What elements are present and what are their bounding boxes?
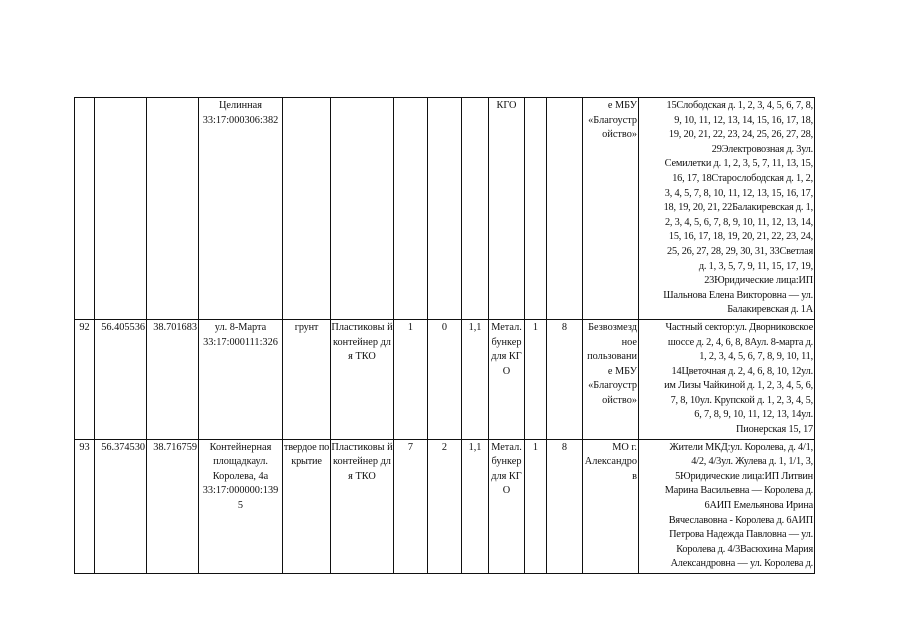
waste-sources-line: Петрова Надежда Павловна — ул. — [669, 529, 813, 541]
waste-sources-line: шоссе д. 2, 4, 6, 8, 8Аул. 8-марта д. — [667, 336, 813, 348]
container-volume-cell: 1,1 — [462, 439, 489, 573]
address-cell — [199, 439, 283, 573]
owner-cell — [583, 439, 639, 573]
waste-sources-line: Шальнова Елена Викторовна — ул. — [663, 289, 813, 301]
latitude-cell — [95, 98, 147, 320]
waste-sources-line: 25, 26, 27, 28, 29, 30, 31, 33Светлая — [667, 245, 813, 257]
container-type-cell — [331, 98, 394, 320]
waste-sources-line: 3, 4, 5, 7, 8, 10, 11, 12, 13, 15, 16, 17, — [664, 187, 813, 199]
bunker-count-cell: 1 — [525, 319, 547, 439]
table-body — [75, 98, 815, 574]
address-line: 33:17:000000:139 — [202, 485, 279, 497]
owner-line: е МБУ — [607, 100, 637, 111]
bunker-volume-cell: 8 — [547, 319, 583, 439]
address-line: 33:17:000306:382 — [202, 114, 279, 126]
table-row — [75, 98, 815, 320]
address-line: Контейнерная — [209, 441, 272, 453]
bunker-volume-cell — [547, 98, 583, 320]
waste-sources-line: 9, 10, 11, 12, 13, 14, 15, 16, 17, 18, — [674, 114, 813, 126]
row-number-cell: 92 — [75, 319, 95, 439]
waste-sources-line: Королева д. 4/3Васюхина Мария — [676, 543, 813, 555]
waste-sources-line: 15, 16, 17, 18, 19, 20, 21, 22, 23, 24, — [668, 231, 813, 243]
waste-sources-line: Александровна — ул. Королева д. — [670, 558, 813, 570]
latitude-cell: 56.405536 — [95, 319, 147, 439]
waste-sources-line: 6АИП Емельянова Ирина — [704, 500, 813, 512]
surface-cell: грунт — [283, 319, 331, 439]
surface-cell — [283, 98, 331, 320]
waste-sources-line: Жители МКД:ул. Королева, д. 4/1, — [669, 441, 813, 453]
planned-count-cell: 0 — [428, 319, 462, 439]
container-count-cell: 7 — [394, 439, 428, 573]
waste-sources-cell — [639, 319, 815, 439]
owner-line: «Благоустр — [588, 114, 637, 126]
waste-sources-line: 16, 17, 18Старослободская д. 1, 2, — [672, 172, 813, 184]
container-type-cell: Пластиковы йконтейнер для ТКО — [331, 439, 394, 573]
waste-sites-table — [74, 97, 815, 574]
planned-count-cell: 2 — [428, 439, 462, 573]
owner-line: е МБУ — [607, 365, 637, 377]
waste-sources-line: 14Цветочная д. 2, 4, 6, 8, 10, 12ул. — [671, 365, 813, 377]
longitude-cell: 38.716759 — [147, 439, 199, 573]
waste-sources-line: Семилетки д. 1, 2, 3, 5, 7, 11, 13, 15, — [664, 158, 813, 170]
owner-line: ойство» — [602, 394, 637, 406]
owner-line: «Благоустр — [588, 380, 637, 392]
bunker-count-cell — [525, 98, 547, 320]
longitude-cell: 38.701683 — [147, 319, 199, 439]
bunker-type-cell: Метал. бункер для КГО — [489, 439, 525, 573]
owner-cell — [583, 319, 639, 439]
waste-sources-cell — [639, 439, 815, 573]
waste-sources-line: им Лизы Чайкиной д. 1, 2, 3, 4, 5, 6, — [664, 380, 813, 392]
surface-cell: твердое покрытие — [283, 439, 331, 573]
longitude-cell — [147, 98, 199, 320]
owner-cell — [583, 98, 639, 320]
bunker-volume-cell: 8 — [547, 439, 583, 573]
owner-line: ное — [621, 336, 637, 348]
container-type-cell: Пластиковы йконтейнер для ТКО — [331, 319, 394, 439]
address-line: Королева, 4а — [212, 470, 269, 482]
bunker-type-cell: Метал. бункер для КГО — [489, 319, 525, 439]
waste-sources-line: 23Юридические лица:ИП — [704, 275, 813, 287]
container-volume-cell: 1,1 — [462, 319, 489, 439]
bunker-count-cell: 1 — [525, 439, 547, 573]
address-line: Целинная — [219, 100, 262, 111]
waste-sources-line: Балакиревская д. 1А — [727, 304, 813, 316]
container-volume-cell — [462, 98, 489, 320]
address-line: 33:17:000111:326 — [203, 336, 278, 348]
waste-sources-line: Вячеславовна - Королева д. 6АИП — [668, 514, 813, 526]
owner-line: Безвозмезд — [588, 321, 637, 333]
waste-sources-line: 15Слободская д. 1, 2, 3, 4, 5, 6, 7, 8, — [666, 100, 813, 111]
waste-sources-line: 4/2, 4/3ул. Жулева д. 1, 1/1, 3, — [691, 456, 813, 468]
waste-sources-line: 19, 20, 21, 22, 23, 24, 25, 26, 27, 28, — [668, 129, 813, 141]
waste-sources-line: 6, 7, 8, 9, 10, 11, 12, 13, 14ул. — [694, 409, 813, 421]
latitude-cell: 56.374530 — [95, 439, 147, 573]
waste-sources-line: Марина Васильевна — Королева д. — [664, 485, 813, 497]
waste-sources-line: 18, 19, 20, 21, 22Балакиревская д. 1, — [663, 202, 813, 214]
waste-sources-cell — [639, 98, 815, 320]
waste-sources-line: 1, 2, 3, 4, 5, 6, 7, 8, 9, 10, 11, — [699, 351, 813, 363]
container-count-cell — [394, 98, 428, 320]
waste-sources-line: 29Электровозная д. 3ул. — [711, 143, 813, 155]
address-line: ул. 8-Марта — [214, 321, 267, 333]
table-row — [75, 439, 815, 573]
bunker-type-cell: КГО — [489, 98, 525, 320]
owner-line: Александро — [584, 456, 637, 468]
owner-line: МО г. — [612, 441, 637, 453]
waste-sources-line: Пионерская 15, 17 — [736, 424, 813, 436]
owner-line: пользовани — [587, 351, 637, 363]
owner-line: в — [632, 470, 637, 482]
planned-count-cell — [428, 98, 462, 320]
waste-sources-line: д. 1, 3, 5, 7, 9, 11, 15, 17, 19, — [698, 260, 813, 272]
address-cell — [199, 98, 283, 320]
waste-sources-line: Частный сектор:ул. Дворниковское — [665, 321, 813, 333]
row-number-cell: 93 — [75, 439, 95, 573]
container-count-cell: 1 — [394, 319, 428, 439]
row-number-cell — [75, 98, 95, 320]
waste-sources-line: 7, 8, 10ул. Крупской д. 1, 2, 3, 4, 5, — [670, 394, 813, 406]
address-cell — [199, 319, 283, 439]
waste-sources-line: 5Юридические лица:ИП Литвин — [675, 470, 813, 482]
waste-sources-line: 2, 3, 4, 5, 6, 7, 8, 9, 10, 11, 12, 13, 14, — [664, 216, 813, 228]
owner-line: ойство» — [602, 129, 637, 141]
table-row — [75, 319, 815, 439]
address-line: площадкаул. — [213, 456, 268, 468]
address-line: 5 — [237, 500, 244, 512]
